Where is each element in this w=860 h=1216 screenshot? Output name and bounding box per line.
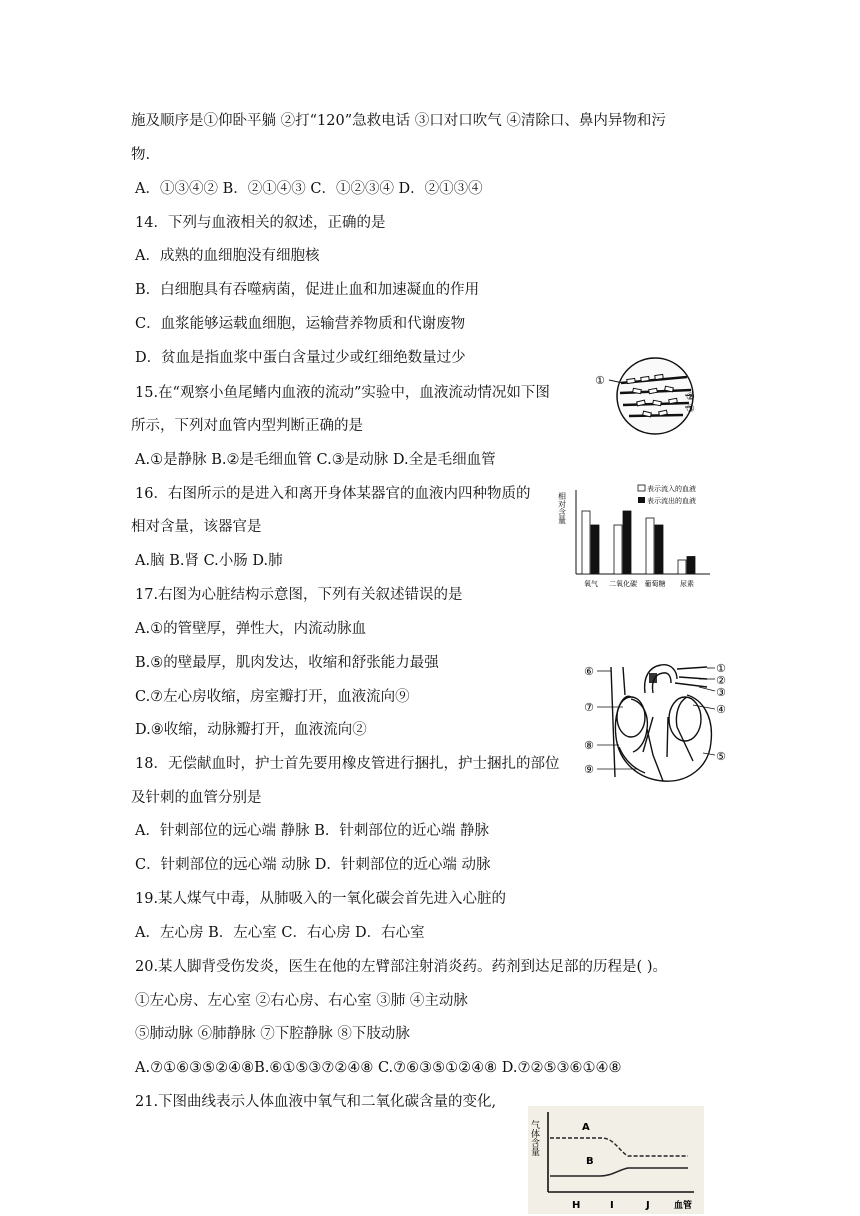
q21-xlabel: 血管 [674,1201,693,1211]
fig15-label-2: ② [686,392,695,403]
chart-ylabel: 相对含量 [558,492,567,524]
legend-swatch-inflow [638,485,645,491]
bar-outflow-0 [591,525,599,574]
q16-stem-line1: 16．右图所示的是进入和离开身体某器官的血液内四种物质的 [135,486,531,502]
q19-stem: 19.某人煤气中毒，从肺吸入的一氧化碳会首先进入心脏的 [135,891,507,907]
q18-stem-line1: 18．无偿献血时，护士首先要用橡皮管进行捆扎，护士捆扎的部位 [135,756,560,772]
q17-stem: 17.右图为心脏结构示意图，下列有关叙述错误的是 [135,587,463,603]
bar-outflow-2 [655,525,663,574]
heart-label-6: ⑥ [584,665,594,678]
q15-stem-line2: 所示，下列对血管内型判断正确的是 [131,418,363,434]
heart-label-4: ④ [716,703,726,716]
bar-outflow-1 [623,511,631,574]
blood-substance-bar-chart [558,480,718,592]
q17-option-d: D.⑨收缩，动脉瓣打开，血液流向② [135,722,367,738]
q17-option-c: C.⑦左心房收缩，房室瓣打开，血液流向⑨ [135,689,410,705]
heart-label-3: ③ [716,686,726,699]
q14-option-b: B．白细胞具有吞噬病菌，促进止血和加速凝血的作用 [135,282,480,298]
q14-option-a: A．成熟的血细胞没有细胞核 [135,248,320,264]
q15-options: A.①是静脉 B.②是毛细血管 C.③是动脉 D.全是毛细血管 [135,452,496,468]
bar-outflow-3 [687,557,695,575]
bar-inflow-1 [614,525,622,574]
q21-stem: 21.下图曲线表示人体血液中氧气和二氧化碳含量的变化, [135,1094,497,1110]
q18-stem-line2: 及针刺的血管分别是 [131,790,262,806]
q20-options: A.⑦①⑥③⑤②④⑧B.⑥①⑤③⑦②④⑧ C.⑦⑥③⑤①②④⑧ D.⑦②⑤③⑥①④⑧ [135,1060,622,1076]
xtick-h: H [572,1200,581,1211]
fish-tail-blood-vessel-figure [593,355,698,437]
q17-option-a: A.①的管壁厚，弹性大，内流动脉血 [135,621,367,637]
x-tick-label-0: 氧气 [584,580,598,588]
q16-options: A.脑 B.肾 C.小肠 D.肺 [135,553,283,569]
q13-options: A．①③④② B．②①④③ C．①②③④ D．②①③④ [135,181,483,197]
q17-option-b: B.⑤的壁最厚，肌肉发达，收缩和舒张能力最强 [135,655,439,671]
q13-text-line2: 物. [131,147,151,163]
heart-label-1: ① [716,662,726,675]
q20-stem: 20.某人脚背受伤发炎，医生在他的左臂部注射消炎药。药剂到达足部的历程是( )。 [135,959,667,975]
fig15-label-1: ① [595,374,605,387]
heart-label-7: ⑦ [584,701,594,714]
xtick-j: J [646,1200,650,1211]
q20-list2: ⑤肺动脉 ⑥肺静脉 ⑦下腔静脉 ⑧下肢动脉 [135,1026,410,1042]
x-tick-label-3: 尿素 [680,580,694,588]
q15-stem-line1: 15.在“观察小鱼尾鳍内血液的流动”实验中，血液流动情况如下图 [135,385,550,401]
heart-label-2: ② [716,674,726,687]
legend-label-inflow: 表示流入的血液 [647,485,696,493]
legend-swatch-outflow [638,497,645,503]
bar-inflow-2 [646,518,654,574]
fig15-label-3: ③ [686,404,695,415]
gas-content-curve-figure [528,1106,704,1214]
xtick-i: I [610,1200,614,1211]
heart-label-5: ⑤ [716,750,726,763]
q14-option-c: C．血浆能够运载血细胞，运输营养物质和代谢废物 [135,316,466,332]
heart-label-9: ⑨ [584,763,594,776]
q13-text-line1: 施及顺序是①仰卧平躺 ②打“120”急救电话 ③口对口吹气 ④清除口、鼻内异物和污 [131,113,666,129]
q19-options: A．左心房 B．左心室 C．右心房 D．右心室 [135,925,425,941]
heart-label-8: ⑧ [584,739,594,752]
bar-inflow-3 [678,560,686,574]
q20-list1: ①左心房、左心室 ②右心房、右心室 ③肺 ④主动脉 [135,993,468,1009]
heart-structure-figure [583,657,731,785]
legend-label-outflow: 表示流出的血液 [647,497,696,505]
x-tick-label-2: 葡萄糖 [644,580,666,588]
q18-options-row2: C．针刺部位的远心端 动脉 D．针刺部位的近心端 动脉 [135,857,491,873]
q14-option-d: D．贫血是指血浆中蛋白含量过少或红细绝数量过少 [135,350,466,366]
q14-stem: 14．下列与血液相关的叙述，正确的是 [135,215,386,231]
q21-ylabel: 气体含量 [529,1120,539,1156]
bar-inflow-0 [582,511,590,574]
q18-options-row1: A．针刺部位的远心端 静脉 B．针刺部位的近心端 静脉 [135,823,489,839]
curve-label-a: A [582,1122,590,1133]
curve-label-b: B [586,1156,594,1167]
x-tick-label-1: 二氧化碳 [609,580,637,588]
q16-stem-line2: 相对含量，该器官是 [131,519,262,535]
